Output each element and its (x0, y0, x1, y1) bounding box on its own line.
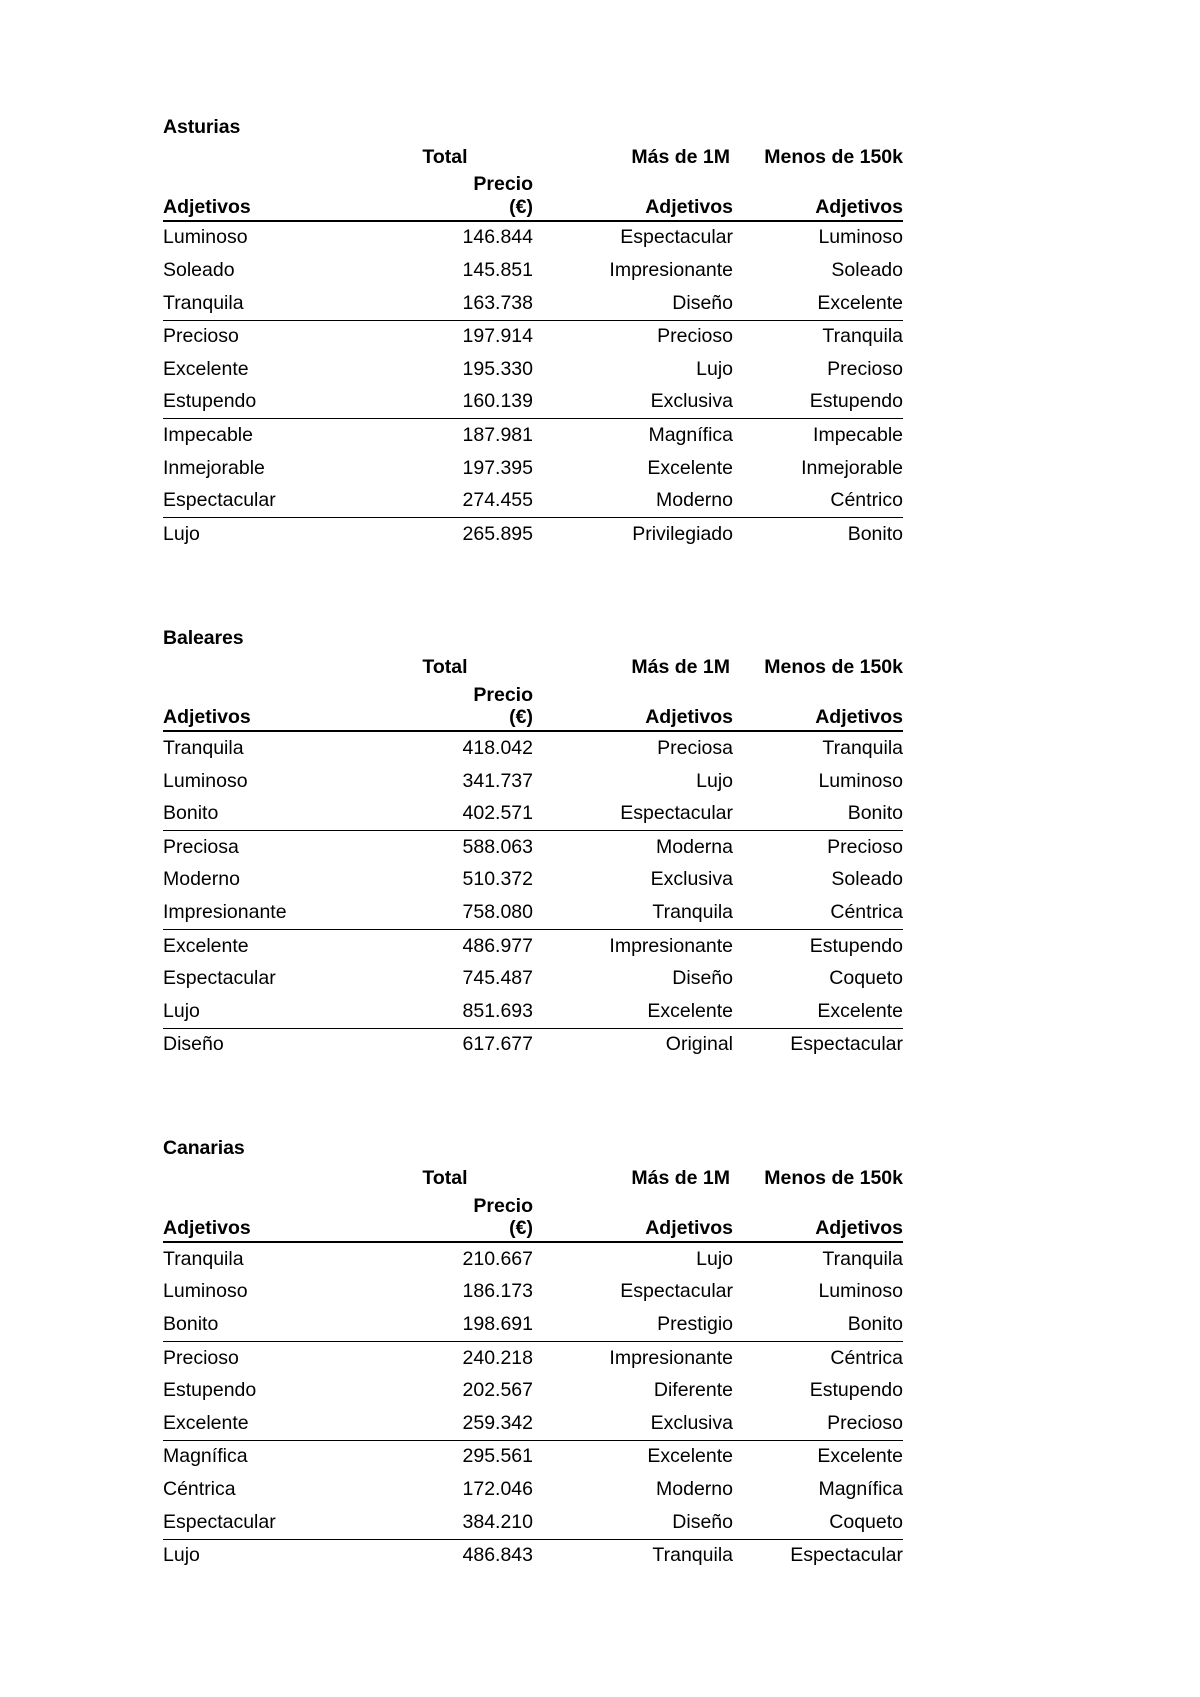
cell-precio: 145.851 (462, 258, 533, 281)
cell-adjetivo-menos-150k: Estupendo (809, 934, 903, 957)
table-row (163, 831, 903, 864)
cell-adjetivo-menos-150k: Estupendo (809, 1379, 903, 1402)
cell-adjetivo: Impresionante (163, 896, 373, 929)
cell-precio: 210.667 (462, 1247, 533, 1270)
cell-adjetivo-mas-1m: Privilegiado (632, 522, 733, 545)
region-block (163, 626, 903, 1062)
cell-adjetivo-menos-150k: Precioso (827, 357, 903, 380)
cell-precio: 198.691 (373, 1308, 533, 1341)
cell-adjetivo-menos-150k: Tranquila (822, 737, 903, 760)
cell-adjetivo-menos-150k: Magnífica (818, 1477, 903, 1500)
table-row (163, 864, 903, 897)
column-header-row (163, 1195, 903, 1242)
cell-precio: 172.046 (462, 1477, 533, 1500)
group-header-row (163, 657, 903, 684)
group-header-blank (163, 147, 373, 174)
cell-adjetivo-mas-1m: Diseño (533, 287, 733, 320)
table-row (163, 963, 903, 996)
group-header-menos-de-150k: Menos de 150k (764, 1166, 903, 1189)
table-row (163, 254, 903, 287)
table-row (163, 518, 903, 551)
cell-adjetivo-menos-150k: Tranquila (822, 325, 903, 348)
cell-precio: 418.042 (462, 737, 533, 760)
column-header-adjetivos-menos: Adjetivos (733, 1195, 903, 1242)
cell-adjetivo-mas-1m: Excelente (533, 995, 733, 1028)
table-row (163, 1341, 903, 1374)
cell-adjetivo-menos-150k: Bonito (847, 522, 903, 545)
cell-precio: 240.218 (462, 1346, 533, 1369)
cell-adjetivo: Tranquila (163, 287, 373, 320)
cell-adjetivo-menos-150k: Céntrica (733, 896, 903, 929)
cell-adjetivo: Magnífica (163, 1445, 248, 1468)
cell-adjetivo-menos-150k: Impecable (813, 423, 903, 446)
column-header-precio (373, 1195, 533, 1242)
region-block (163, 1139, 903, 1572)
column-header-adjetivos-mas: Adjetivos (533, 1195, 733, 1242)
cell-adjetivo-mas-1m: Lujo (696, 357, 733, 380)
column-header-row (163, 173, 903, 220)
cell-precio: 402.571 (373, 798, 533, 831)
table-body (163, 1242, 903, 1572)
table-row (163, 765, 903, 798)
table-body (163, 221, 903, 551)
column-header-precio-line1: Precio (473, 1194, 533, 1217)
cell-adjetivo-menos-150k: Excelente (733, 995, 903, 1028)
cell-adjetivo: Espectacular (163, 1506, 373, 1539)
cell-precio: 187.981 (462, 423, 533, 446)
cell-adjetivo: Tranquila (163, 1247, 244, 1270)
cell-precio: 186.173 (462, 1280, 533, 1303)
cell-adjetivo-mas-1m: Prestigio (533, 1308, 733, 1341)
table-row (163, 1440, 903, 1473)
table-row (163, 386, 903, 419)
cell-adjetivo-menos-150k: Céntrico (733, 485, 903, 518)
cell-precio: 195.330 (462, 357, 533, 380)
cell-adjetivo: Luminoso (163, 226, 248, 249)
table-row (163, 896, 903, 929)
cell-adjetivo-mas-1m: Impresionante (609, 934, 733, 957)
cell-adjetivo-mas-1m: Moderno (656, 1477, 733, 1500)
cell-adjetivo: Excelente (163, 1407, 373, 1440)
cell-precio: 384.210 (373, 1506, 533, 1539)
group-header-mas-de-1m: Más de 1M (631, 656, 730, 679)
cell-adjetivo-mas-1m: Espectacular (533, 798, 733, 831)
cell-precio: 265.895 (462, 522, 533, 545)
table-row (163, 1375, 903, 1408)
table-row (163, 419, 903, 452)
cell-adjetivo-mas-1m: Magnífica (648, 423, 733, 446)
cell-precio: 758.080 (373, 896, 533, 929)
tables-container (163, 118, 903, 1572)
region-title: Baleares (163, 626, 244, 649)
cell-adjetivo-mas-1m: Lujo (696, 769, 733, 792)
cell-adjetivo-mas-1m: Diferente (653, 1379, 733, 1402)
cell-adjetivo-mas-1m: Espectacular (620, 1280, 733, 1303)
cell-precio: 341.737 (462, 769, 533, 792)
cell-adjetivo-menos-150k: Tranquila (822, 1247, 903, 1270)
cell-adjetivo-menos-150k: Coqueto (733, 1506, 903, 1539)
cell-adjetivo-menos-150k: Precioso (733, 1407, 903, 1440)
cell-adjetivo-menos-150k: Luminoso (818, 769, 903, 792)
cell-adjetivo-mas-1m: Espectacular (620, 226, 733, 249)
region-title: Canarias (163, 1137, 245, 1160)
column-header-adjetivos-menos: Adjetivos (733, 173, 903, 220)
cell-adjetivo-menos-150k: Coqueto (829, 967, 903, 990)
column-header-precio (373, 173, 533, 220)
cell-adjetivo: Bonito (163, 1308, 373, 1341)
cell-adjetivo-menos-150k: Bonito (733, 1308, 903, 1341)
table-row (163, 1473, 903, 1506)
cell-adjetivo: Estupendo (163, 386, 373, 419)
cell-adjetivo-menos-150k: Luminoso (818, 226, 903, 249)
cell-adjetivo-menos-150k: Espectacular (790, 1033, 903, 1056)
cell-adjetivo-mas-1m: Precioso (657, 325, 733, 348)
cell-adjetivo-mas-1m: Exclusiva (533, 386, 733, 419)
cell-adjetivo-mas-1m: Tranquila (652, 1544, 733, 1567)
adjectives-table (163, 147, 903, 551)
cell-adjetivo-mas-1m: Exclusiva (533, 1407, 733, 1440)
table-row (163, 798, 903, 831)
cell-adjetivo: Luminoso (163, 769, 248, 792)
cell-adjetivo-menos-150k: Luminoso (818, 1280, 903, 1303)
table-row (163, 452, 903, 485)
table-row (163, 1407, 903, 1440)
group-header-menos-de-150k: Menos de 150k (764, 145, 903, 168)
cell-adjetivo-mas-1m: Moderna (656, 835, 733, 858)
group-header-total: Total (422, 1166, 468, 1189)
cell-adjetivo-mas-1m: Exclusiva (650, 868, 733, 891)
table-row (163, 995, 903, 1028)
table-row (163, 1276, 903, 1309)
cell-precio: 197.914 (462, 325, 533, 348)
table-row (163, 353, 903, 386)
cell-adjetivo-menos-150k: Soleado (831, 258, 903, 281)
cell-adjetivo-mas-1m: Moderno (533, 485, 733, 518)
cell-adjetivo-menos-150k: Estupendo (733, 386, 903, 419)
column-header-precio-line2: (€) (509, 195, 533, 218)
cell-adjetivo-menos-150k: Inmejorable (801, 456, 903, 479)
cell-precio: 163.738 (373, 287, 533, 320)
group-header-mas-de-1m: Más de 1M (631, 1166, 730, 1189)
region-title: Asturias (163, 116, 241, 138)
group-header-blank (163, 1168, 373, 1195)
group-header-menos-de-150k: Menos de 150k (764, 656, 903, 679)
cell-adjetivo: Lujo (163, 1544, 200, 1567)
adjectives-table (163, 657, 903, 1061)
cell-precio: 486.977 (462, 934, 533, 957)
table-row (163, 221, 903, 255)
column-header-precio-line2: (€) (509, 1216, 533, 1239)
group-header-total: Total (422, 656, 468, 679)
cell-precio: 274.455 (373, 485, 533, 518)
cell-adjetivo: Excelente (163, 934, 249, 957)
cell-adjetivo-menos-150k: Excelente (733, 287, 903, 320)
cell-adjetivo-mas-1m: Lujo (696, 1247, 733, 1270)
cell-precio: 197.395 (462, 456, 533, 479)
region-block (163, 118, 903, 551)
cell-adjetivo: Inmejorable (163, 456, 265, 479)
cell-adjetivo: Tranquila (163, 737, 244, 760)
cell-adjetivo-mas-1m: Excelente (647, 1445, 733, 1468)
cell-adjetivo-menos-150k: Espectacular (790, 1544, 903, 1567)
cell-adjetivo-mas-1m: Impresionante (609, 258, 733, 281)
cell-precio: 146.844 (462, 226, 533, 249)
cell-adjetivo-mas-1m: Impresionante (609, 1346, 733, 1369)
table-row (163, 930, 903, 963)
column-header-precio (373, 684, 533, 731)
table-row (163, 1242, 903, 1276)
cell-adjetivo-mas-1m: Diseño (672, 967, 733, 990)
column-header-adjetivos: Adjetivos (163, 173, 373, 220)
cell-adjetivo: Soleado (163, 258, 235, 281)
cell-precio: 588.063 (462, 835, 533, 858)
table-row (163, 1506, 903, 1539)
cell-precio: 617.677 (462, 1033, 533, 1056)
cell-adjetivo-mas-1m: Tranquila (533, 896, 733, 929)
group-header-row (163, 147, 903, 174)
cell-precio: 202.567 (462, 1379, 533, 1402)
cell-adjetivo: Bonito (163, 798, 373, 831)
cell-adjetivo: Céntrica (163, 1477, 236, 1500)
column-header-adjetivos-mas: Adjetivos (533, 173, 733, 220)
cell-adjetivo: Preciosa (163, 835, 239, 858)
cell-precio: 295.561 (462, 1445, 533, 1468)
cell-adjetivo: Estupendo (163, 1379, 257, 1402)
cell-adjetivo: Lujo (163, 995, 373, 1028)
group-header-blank (163, 657, 373, 684)
group-header-mas-de-1m: Más de 1M (631, 145, 730, 168)
group-header-total: Total (422, 145, 468, 168)
cell-adjetivo: Luminoso (163, 1280, 248, 1303)
cell-adjetivo-mas-1m: Original (665, 1033, 733, 1056)
cell-adjetivo: Precioso (163, 325, 239, 348)
column-header-precio-line1: Precio (473, 684, 533, 707)
cell-adjetivo: Diseño (163, 1033, 224, 1056)
cell-adjetivo: Excelente (163, 357, 249, 380)
cell-adjetivo-mas-1m: Preciosa (657, 737, 733, 760)
cell-adjetivo-menos-150k: Soleado (831, 868, 903, 891)
cell-adjetivo: Impecable (163, 423, 253, 446)
column-header-row (163, 684, 903, 731)
column-header-adjetivos-mas: Adjetivos (533, 684, 733, 731)
column-header-adjetivos: Adjetivos (163, 1195, 373, 1242)
cell-adjetivo: Moderno (163, 868, 240, 891)
cell-precio: 160.139 (373, 386, 533, 419)
group-header-row (163, 1168, 903, 1195)
table-row (163, 731, 903, 765)
cell-precio: 851.693 (373, 995, 533, 1028)
cell-adjetivo-menos-150k: Bonito (733, 798, 903, 831)
table-row (163, 485, 903, 518)
column-header-precio-line1: Precio (473, 173, 533, 196)
cell-adjetivo-mas-1m: Diseño (533, 1506, 733, 1539)
cell-adjetivo: Espectacular (163, 485, 373, 518)
cell-adjetivo: Lujo (163, 522, 200, 545)
adjectives-table (163, 1168, 903, 1572)
cell-precio: 510.372 (462, 868, 533, 891)
table-row (163, 320, 903, 353)
table-row (163, 1308, 903, 1341)
cell-adjetivo: Precioso (163, 1346, 239, 1369)
table-row (163, 287, 903, 320)
cell-adjetivo-menos-150k: Excelente (817, 1445, 903, 1468)
table-row (163, 1539, 903, 1572)
column-header-precio-line2: (€) (509, 706, 533, 729)
cell-precio: 259.342 (373, 1407, 533, 1440)
cell-precio: 486.843 (462, 1544, 533, 1567)
cell-adjetivo-menos-150k: Céntrica (830, 1346, 903, 1369)
column-header-adjetivos-menos: Adjetivos (733, 684, 903, 731)
cell-adjetivo: Espectacular (163, 967, 276, 990)
table-body (163, 731, 903, 1061)
cell-adjetivo-mas-1m: Excelente (647, 456, 733, 479)
cell-precio: 745.487 (462, 967, 533, 990)
cell-adjetivo-menos-150k: Precioso (827, 835, 903, 858)
table-row (163, 1028, 903, 1061)
column-header-adjetivos: Adjetivos (163, 684, 373, 731)
